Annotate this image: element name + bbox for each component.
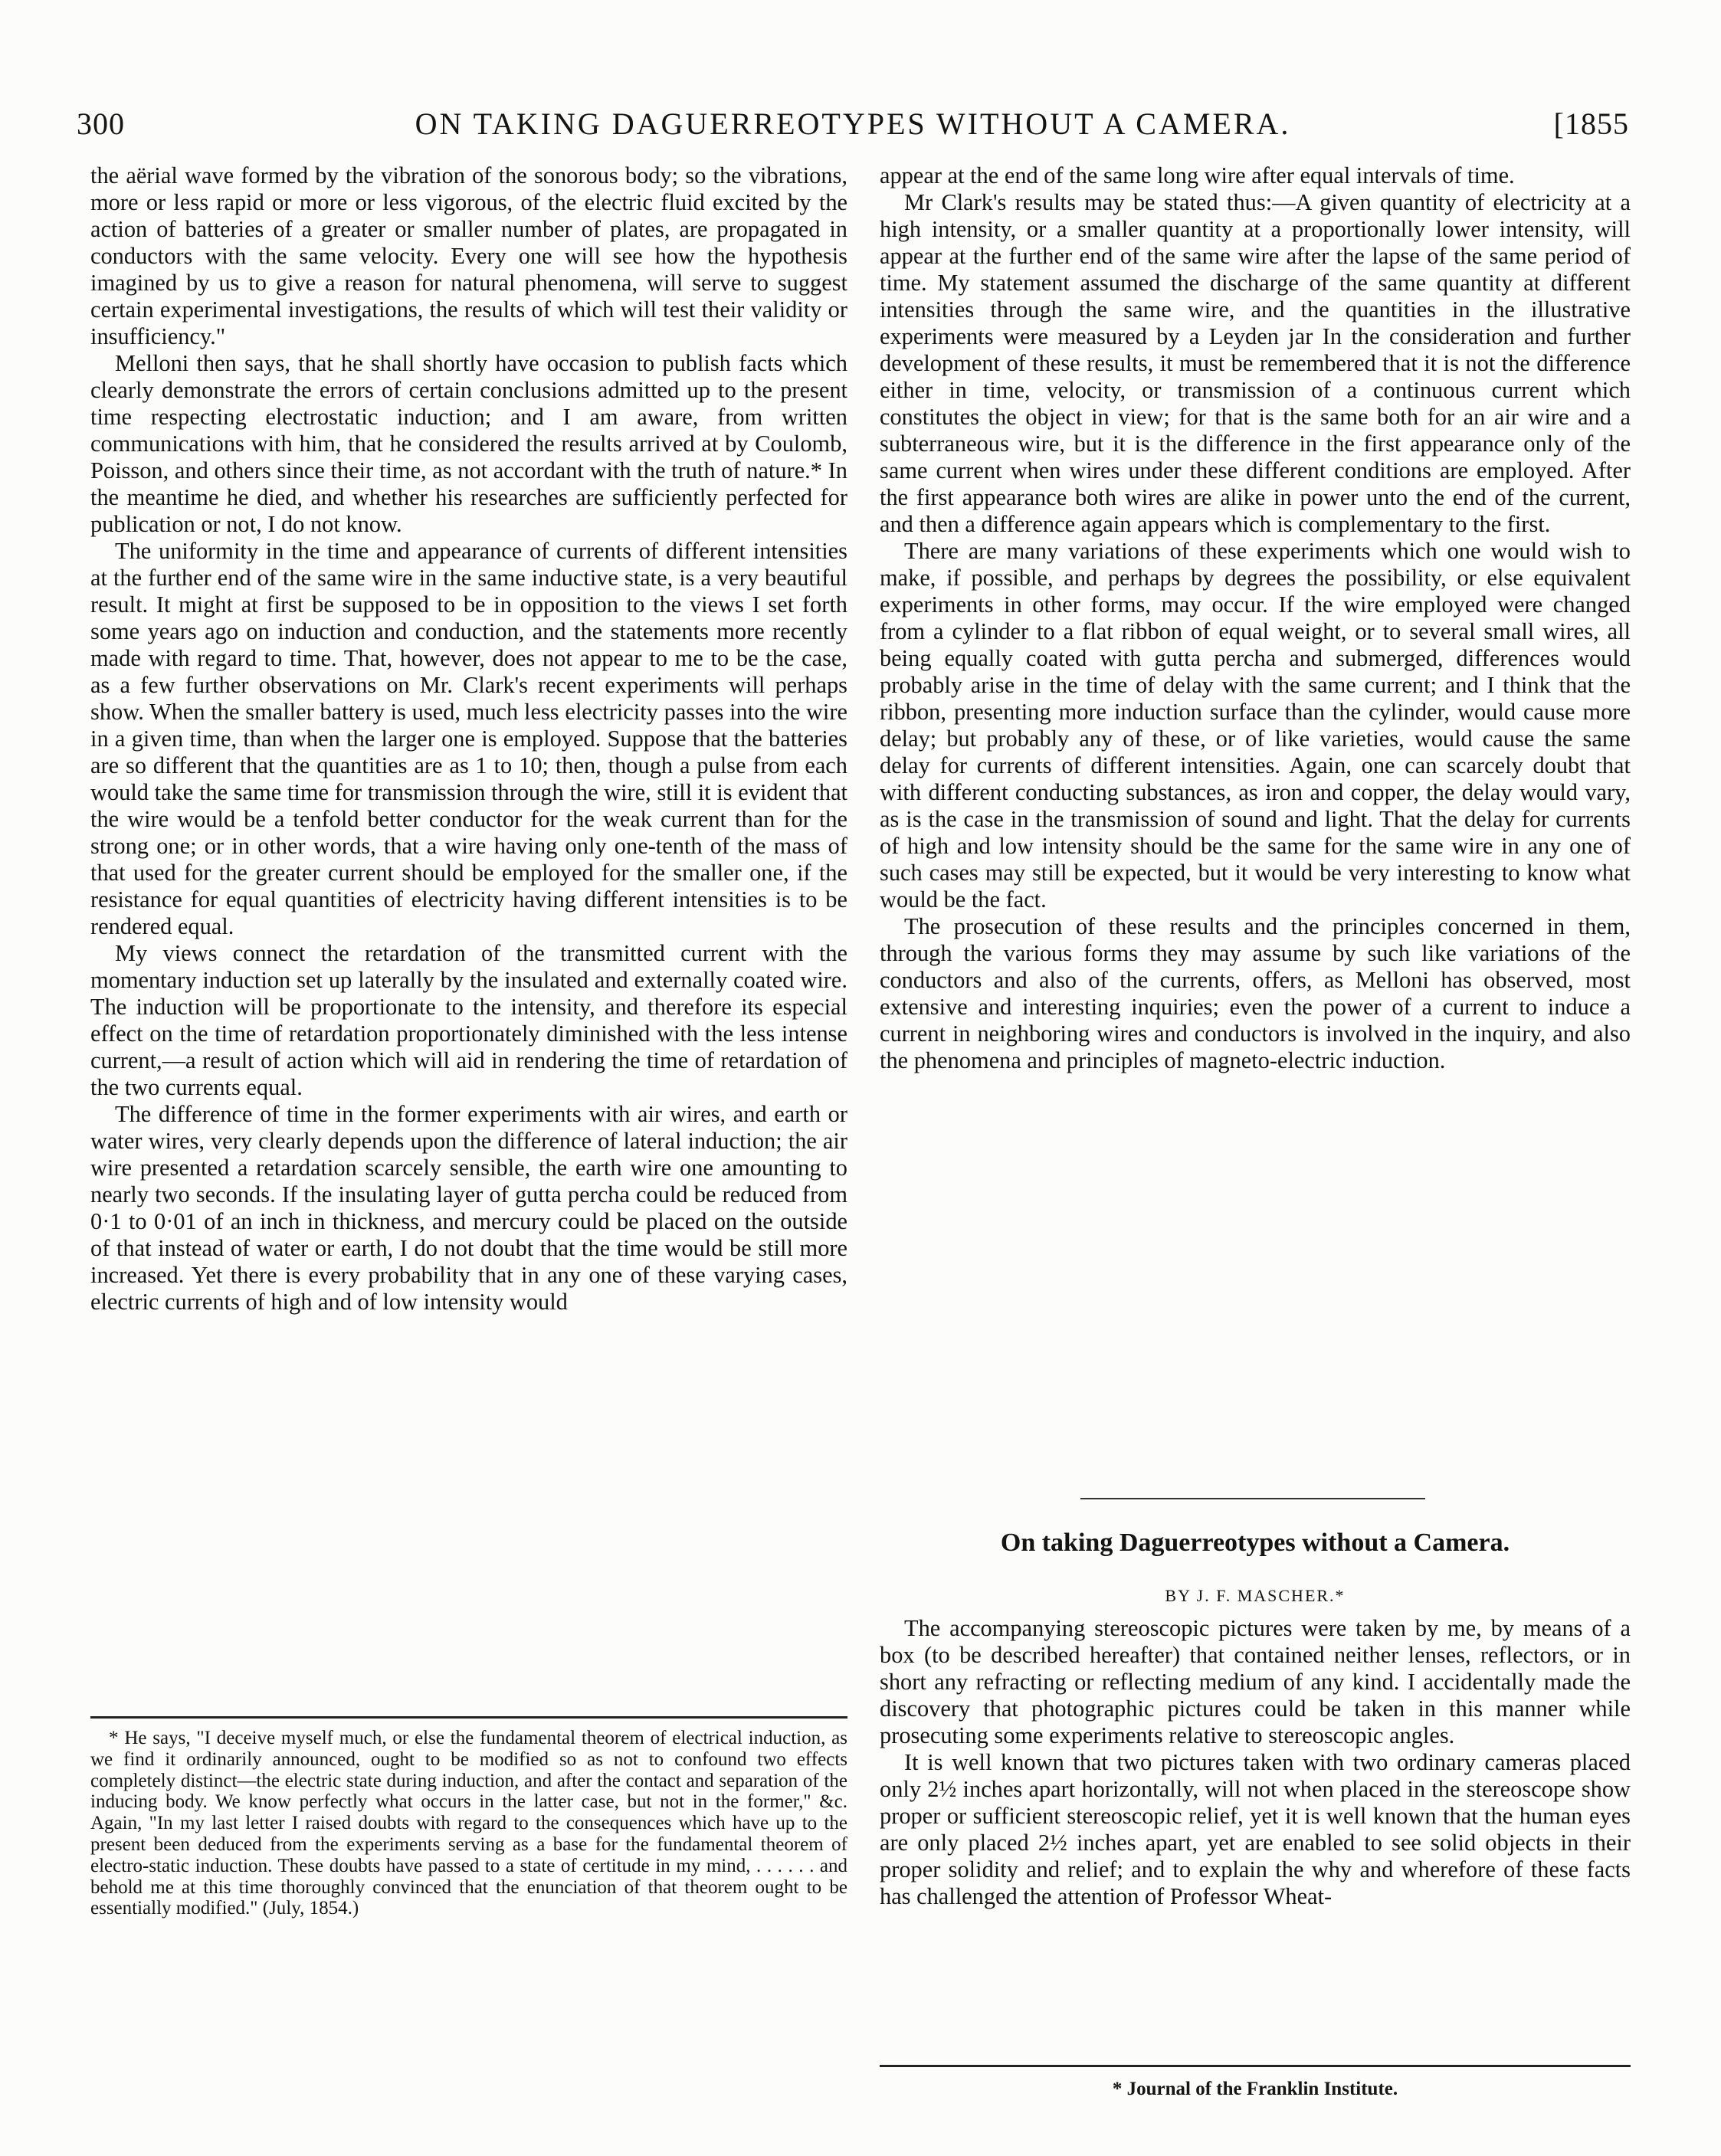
paragraph: The prosecution of these results and the principles concerned in them, through the various forms they may assume by such like variations of the conductors and also of the currents, offers, as Melloni has observed, most extensive and interesting inquiries; even the power of a current to induce a current in neighboring wires and conductors is involved in the inquiry, and also the phenomena and principles of magneto-electric induction.: [880, 913, 1631, 1073]
running-title: ON TAKING DAGUERREOTYPES WITHOUT A CAMERA.: [415, 106, 1291, 141]
paragraph: Mr Clark's results may be stated thus:—A given quantity of electricity at a high intensity, or a smaller quantity at a proportionally lower intensity, will appear at the further end of the same wire after the lapse of the same period of time. My statement assumed the discharge of the same quantity at different intensities through the same wire, and the quantities in the illustrative experiments were measured by a Leyden jar In the consideration and further development of these results, it must be remembered that it is not the difference either in time, velocity, or transmission of a continuous current which constitutes the object in view; for that is the same both for an air wire and a subterraneous wire, but it is the difference in the first appearance only of the same current when wires under these different conditions are employed. After the first appearance both wires are alike in power unto the end of the current, and then a difference again appears which is complementary to the first.: [880, 189, 1631, 537]
year-label: [1855: [1553, 106, 1629, 141]
article-title: On taking Daguerreotypes without a Camera.: [1000, 1529, 1510, 1557]
article-byline: BY J. F. MASCHER.*: [1165, 1586, 1346, 1605]
footnote-rule: [880, 2065, 1631, 2067]
paragraph: The accompanying stereoscopic pictures were taken by me, by means of a box (to be described hereafter) that contained neither lenses, reflectors, or in short any refracting or reflecting medium of any kind. I accidentally made the discovery that photographic pictures could be taken in this manner while prosecuting some experiments relative to stereoscopic angles.: [880, 1615, 1631, 1748]
paragraph: The uniformity in the time and appearance of currents of different intensities at the further end of the same wire in the same inductive state, is a very beautiful result. It might at first be supposed to be in opposition to the views I set forth some years ago on induction and conduction, and the statements more recently made with regard to time. That, however, does not appear to me to be the case, as a few further observations on Mr. Clark's recent experiments will perhaps show. When the smaller battery is used, much less electricity passes into the wire in a given time, than when the larger one is employed. Suppose that the batteries are so different that the quantities are as 1 to 10; then, though a pulse from each would take the same time for transmission through the wire, still it is evident that the wire would be a tenfold better conductor for the weak current than for the strong one; or in other words, that a wire having only one-tenth of the mass of that used for the greater current should be employed for the smaller one, if the resistance for equal quantities of electricity having different intensities is to be rendered equal.: [90, 538, 847, 939]
paragraph: My views connect the retardation of the transmitted current with the momentary induction set up laterally by the insulated and externally coated wire. The induction will be proportionate to the intensity, and therefore its especial effect on the time of retardation proportionately diminished with the less intense current,—a result of action which will aid in rendering the time of retardation of the two currents equal.: [90, 940, 847, 1100]
paragraph: Melloni then says, that he shall shortly have occasion to publish facts which clearly demonstrate the errors of certain conclusions admitted up to the present time respecting electrostatic induction; and I am aware, from written communications with him, that he considered the results arrived at by Coulomb, Poisson, and others since their time, as not accordant with the truth of nature.* In the meantime he died, and whether his researches are sufficiently perfected for publication or not, I do not know.: [90, 350, 847, 537]
paragraph: The difference of time in the former experiments with air wires, and earth or water wires, very clearly depends upon the difference of lateral induction; the air wire presented a retardation scarcely sensible, the earth wire one amounting to nearly two seconds. If the insulating layer of gutta percha could be reduced from 0·1 to 0·01 of an inch in thickness, and mercury could be placed on the outside of that instead of water or earth, I do not doubt that the time would be still more increased. Yet there is every probability that in any one of these varying cases, electric currents of high and of low intensity would: [90, 1101, 847, 1315]
left-footnote: [90, 1716, 847, 1919]
footnote-text: * He says, "I deceive myself much, or else the fundamental theorem of electrical induction, as we find it ordinarily announced, ought to be modified so as not to confound two effects completely distinct—the electric state during induction, and after the contact and separation of the inducing body. We know perfectly what occurs in the latter case, but not in the former," &c. Again, "In my last letter I raised doubts with regard to the consequences which have up to the present been deduced from the experiments serving as a base for the fundamental theorem of electro-static induction. These doubts have passed to a state of certitude in my mind, . . . . . . and behold me at this time thoroughly convinced that the enunciation of that theorem ought to be essentially modified." (July, 1854.): [90, 1728, 847, 1919]
paragraph: appear at the end of the same long wire after equal intervals of time.: [880, 162, 1515, 188]
running-header: [77, 106, 1629, 152]
left-column: [90, 162, 847, 1316]
paragraph: the aërial wave formed by the vibration of the sonorous body; so the vibrations, more or less rapid or more or less vigorous, of the electric fluid excited by the action of batteries of a greater or smaller number of plates, are propagated in conductors with the same velocity. Every one will see how the hypothesis imagined by us to give a reason for natural phenomena, will serve to suggest certain experimental investigations, the results of which will test their validity or insufficiency.": [90, 162, 847, 349]
right-column: [880, 162, 1631, 1074]
paragraph: It is well known that two pictures taken with two ordinary cameras placed only 2½ inches apart horizontally, will not when placed in the stereoscope show proper or sufficient stereoscopic relief, yet it is well known that the human eyes are only placed 2½ inches apart, yet are enabled to see solid objects in their proper solidity and relief; and to explain the why and wherefore of these facts has challenged the attention of Professor Wheat-: [880, 1749, 1631, 1909]
paragraph: There are many variations of these experiments which one would wish to make, if possible, and perhaps by degrees the possibility, or else equivalent experiments in other forms, may occur. If the wire employed were changed from a cylinder to a flat ribbon of equal weight, or to several small wires, all being equally coated with gutta percha and submerged, differences would probably arise in the time of delay with the same current; and I think that the ribbon, presenting more induction surface than the cylinder, would cause more delay; but probably any of these, or of like varieties, would cause the same delay for currents of different intensities. Again, one can scarcely doubt that with different conducting substances, as iron and copper, the delay would vary, as is the case in the transmission of sound and light. That the delay for currents of high and low intensity should be the same for the same wire in any one of such cases may still be expected, but it would be very interesting to know what would be the fact.: [880, 538, 1631, 913]
page-number: 300: [77, 106, 125, 141]
article-footnote: * Journal of the Franklin Institute.: [1112, 2079, 1398, 2099]
article-body: [880, 1615, 1631, 1910]
section-divider: [1080, 1498, 1425, 1499]
